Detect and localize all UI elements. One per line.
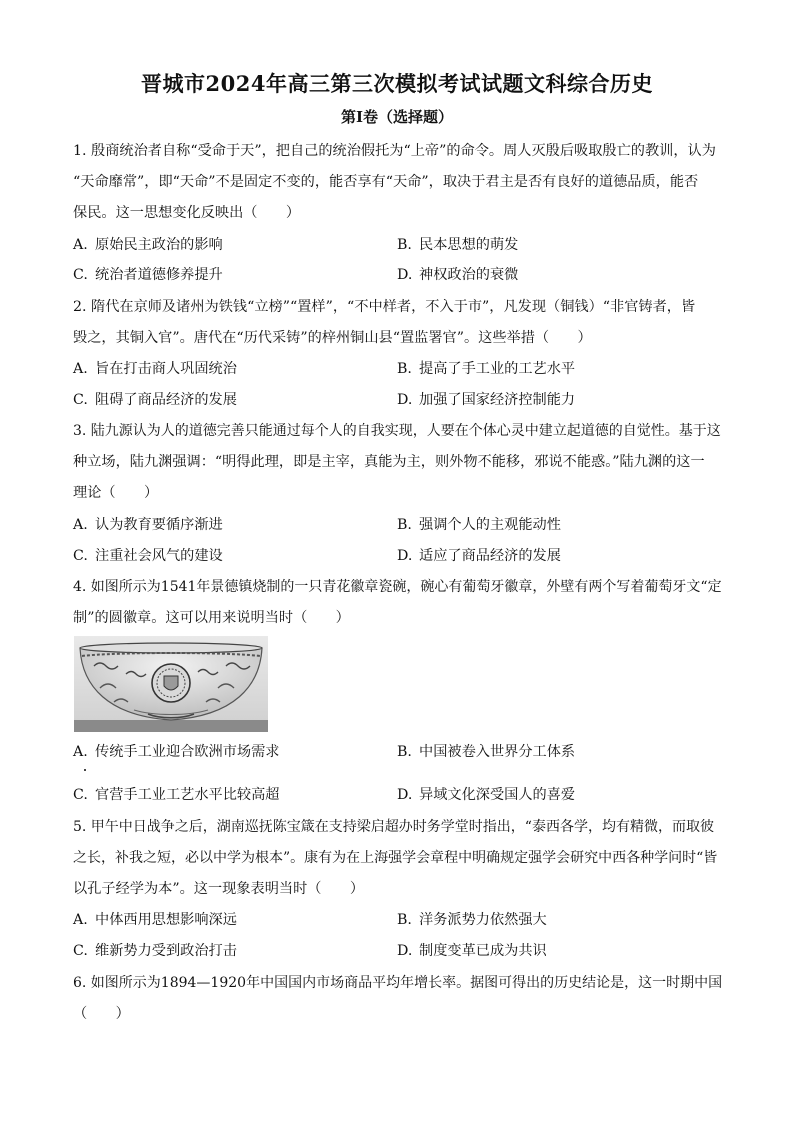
porcelain-bowl-image bbox=[74, 636, 268, 732]
q1-stem-line: 1. 殷商统治者自称“受命于天”，把自己的统治假托为“上帝”的命令。周人灭殷后吸取殷亡的教训，认为 bbox=[73, 143, 716, 159]
q4-option-c[interactable]: C. 官营手工业工艺水平比较高超 bbox=[73, 787, 280, 803]
q6-stem-line: 6. 如图所示为1894—1920年中国国内市场商品平均年增长率。据图可得出的历史结论是，这一时期中国 bbox=[73, 975, 723, 991]
q3-option-a[interactable]: A. 认为教育要循序渐进 bbox=[73, 517, 223, 533]
q4-option-a[interactable]: A. 传统手工业迎合欧洲市场需求 bbox=[73, 744, 280, 760]
q1-stem-line: 保民。这一思想变化反映出（ ） bbox=[73, 205, 301, 221]
q4-option-b[interactable]: B. 中国被卷入世界分工体系 bbox=[397, 744, 576, 760]
q1-option-d[interactable]: D. 神权政治的衰微 bbox=[397, 267, 519, 283]
q1-option-b[interactable]: B. 民本思想的萌发 bbox=[397, 237, 519, 253]
q1-stem-line: “天命靡常”，即“天命”不是固定不变的，能否享有“天命”，取决于君主是否有良好的道德品质，能否 bbox=[73, 174, 699, 190]
q5-option-b[interactable]: B. 洋务派势力依然强大 bbox=[397, 912, 547, 928]
q1-option-c[interactable]: C. 统治者道德修养提升 bbox=[73, 267, 223, 283]
porcelain-bowl-photo bbox=[74, 636, 268, 732]
page-title: 晋城市2024年高三第三次模拟考试试题文科综合历史 bbox=[141, 71, 653, 96]
q2-stem-line: 毁之，其铜入官”。唐代在“历代采铸”的梓州铜山县“置监署官”。这些举措（ ） bbox=[73, 330, 592, 346]
q2-stem-line: 2. 隋代在京师及诸州为铁钱“立榜”“置样”，“不中样者，不入于市”，凡发现（铜钱）“非官铸者，皆 bbox=[73, 299, 696, 315]
q5-stem-line: 以孔子经学为本”。这一现象表明当时（ ） bbox=[73, 881, 365, 897]
q5-stem-line: 之长，补我之短，必以中学为根本”。康有为在上海强学会章程中明确规定强学会研究中西各种学问时“皆 bbox=[73, 850, 718, 866]
q4-stem-line: 制”的圆徽章。这可以用来说明当时（ ） bbox=[73, 610, 350, 626]
q5-stem-line: 5. 甲午中日战争之后，湖南巡抚陈宝箴在支持梁启超办时务学堂时指出，“泰西各学，均有精微，而取彼 bbox=[73, 819, 714, 835]
q3-option-b[interactable]: B. 强调个人的主观能动性 bbox=[397, 517, 561, 533]
q2-option-d[interactable]: D. 加强了国家经济控制能力 bbox=[397, 392, 576, 408]
q3-option-c[interactable]: C. 注重社会风气的建设 bbox=[73, 548, 223, 564]
q3-option-d[interactable]: D. 适应了商品经济的发展 bbox=[397, 548, 561, 564]
q1-option-a[interactable]: A. 原始民主政治的影响 bbox=[73, 237, 223, 253]
q3-stem-line: 理论（ ） bbox=[73, 485, 159, 501]
q2-option-a[interactable]: A. 旨在打击商人巩固统治 bbox=[73, 361, 237, 377]
q6-stem-line: （ ） bbox=[73, 1006, 130, 1022]
q3-stem-line: 3. 陆九源认为人的道德完善只能通过每个人的自我实现，人要在个体心灵中建立起道德的自觉性。基于这 bbox=[73, 423, 721, 439]
q3-stem-line: 种立场，陆九渊强调：“明得此理，即是主宰，真能为主，则外物不能移，邪说不能惑。”陆九渊的这一 bbox=[73, 454, 705, 470]
q4-stem-line: 4. 如图所示为1541年景德镇烧制的一只青花徽章瓷碗，碗心有葡萄牙徽章，外壁有两个写着葡萄牙文“定 bbox=[73, 579, 722, 595]
q5-option-c[interactable]: C. 维新势力受到政治打击 bbox=[73, 943, 237, 959]
scan-speck bbox=[84, 769, 86, 771]
q2-option-c[interactable]: C. 阻碍了商品经济的发展 bbox=[73, 392, 237, 408]
q5-option-a[interactable]: A. 中体西用思想影响深远 bbox=[73, 912, 237, 928]
q4-option-d[interactable]: D. 异域文化深受国人的喜爱 bbox=[397, 787, 576, 803]
q5-option-d[interactable]: D. 制度变革已成为共识 bbox=[397, 943, 547, 959]
q2-option-b[interactable]: B. 提高了手工业的工艺水平 bbox=[397, 361, 576, 377]
section-heading: 第I卷（选择题） bbox=[340, 108, 454, 126]
